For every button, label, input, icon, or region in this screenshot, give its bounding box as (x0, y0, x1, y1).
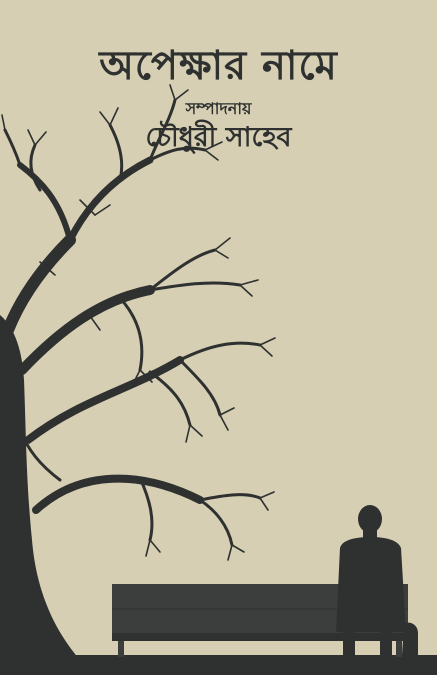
book-title: অপেক্ষার নামে (99, 43, 338, 89)
edited-by-label: সম্পাদনায় (185, 99, 252, 118)
editor-name: চৌধুরী সাহেব (145, 122, 292, 153)
bare-tree-icon (0, 85, 275, 660)
